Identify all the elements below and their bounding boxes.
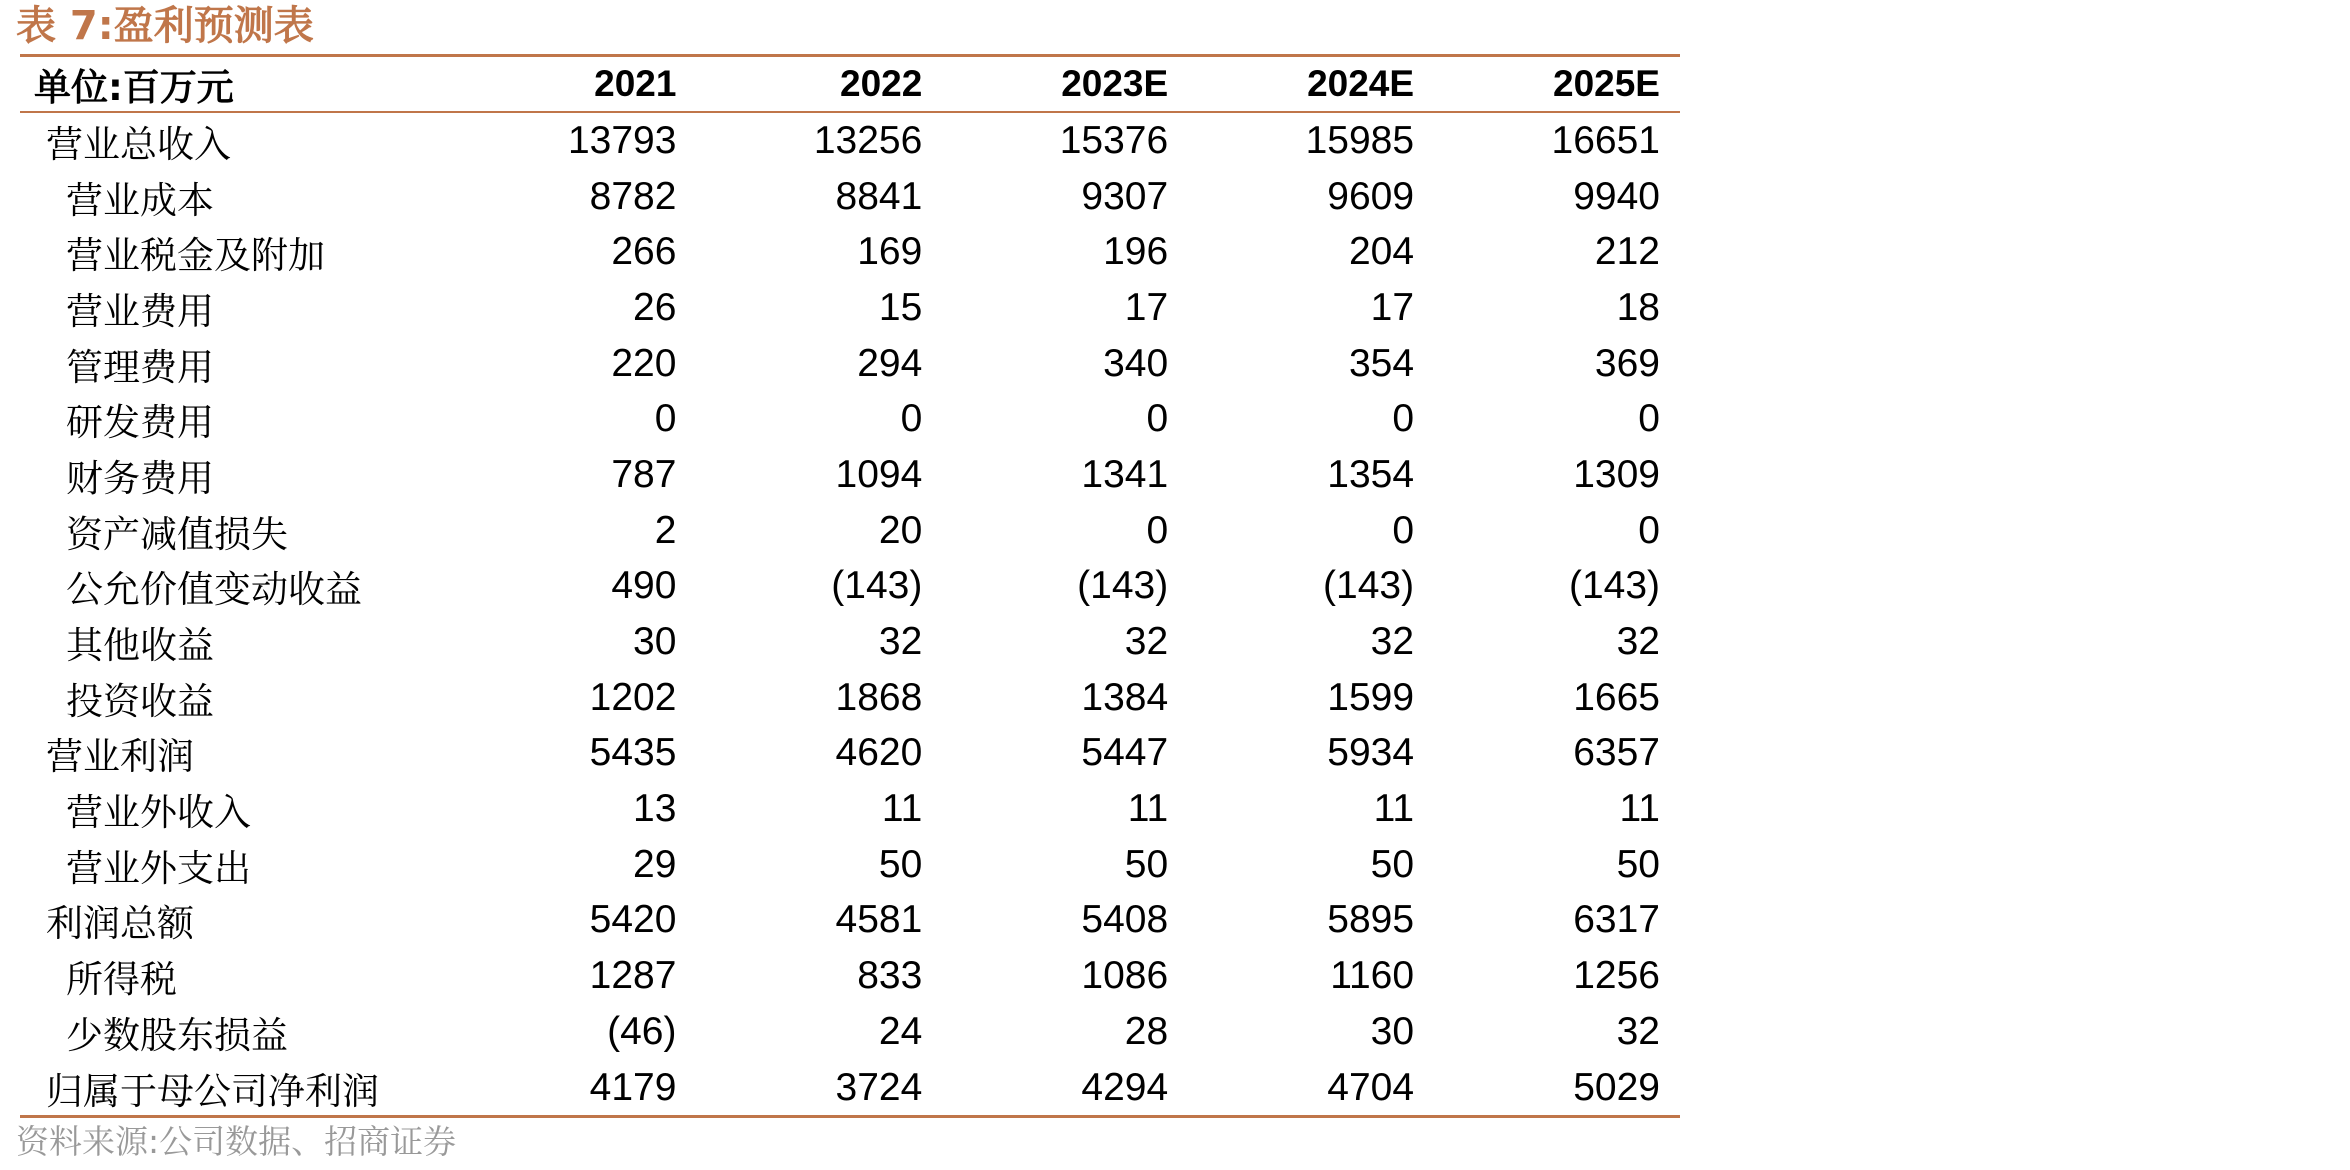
value-cell: 4620 bbox=[835, 731, 923, 775]
value-cell: 0 bbox=[654, 397, 677, 441]
value-cell: 1384 bbox=[1081, 675, 1169, 719]
value-cell: 6357 bbox=[1573, 731, 1660, 775]
value-cell: 1202 bbox=[589, 675, 677, 719]
value-cell: 4294 bbox=[1081, 1065, 1169, 1109]
value-cell: (143) bbox=[1568, 564, 1660, 608]
value-cell: 204 bbox=[1348, 230, 1415, 274]
table-row bbox=[20, 112, 1680, 169]
value-cell: 6317 bbox=[1573, 898, 1660, 942]
value-cell: 26 bbox=[633, 285, 677, 329]
value-cell: 8841 bbox=[835, 174, 923, 218]
value-cell: 266 bbox=[611, 230, 677, 274]
value-cell: 1309 bbox=[1573, 452, 1660, 496]
value-cell: 17 bbox=[1124, 285, 1169, 329]
table-row bbox=[20, 670, 1680, 726]
value-cell: 13 bbox=[633, 787, 677, 831]
table-row bbox=[20, 948, 1680, 1004]
value-cell: 340 bbox=[1103, 341, 1169, 385]
row-label: 营业成本 bbox=[66, 178, 214, 222]
table-row bbox=[20, 1004, 1680, 1060]
value-cell: 32 bbox=[1370, 620, 1415, 664]
table-row bbox=[20, 224, 1680, 280]
value-cell: 5029 bbox=[1573, 1065, 1660, 1109]
value-cell: 1094 bbox=[835, 452, 923, 496]
value-cell: 8782 bbox=[589, 174, 677, 218]
year-header: 2024E bbox=[1188, 57, 1434, 112]
value-cell: 30 bbox=[633, 620, 677, 664]
value-cell: 1341 bbox=[1081, 452, 1169, 496]
table-row bbox=[20, 559, 1680, 615]
value-cell: 1868 bbox=[835, 675, 923, 719]
row-label: 所得税 bbox=[66, 958, 177, 1002]
value-cell: 15376 bbox=[1059, 118, 1169, 162]
value-cell: (143) bbox=[1077, 564, 1169, 608]
row-label: 营业外收入 bbox=[66, 791, 251, 835]
table-row bbox=[20, 391, 1680, 447]
table-row bbox=[20, 336, 1680, 392]
value-cell: 9307 bbox=[1081, 174, 1169, 218]
value-cell: 196 bbox=[1103, 230, 1169, 274]
value-cell: 1599 bbox=[1327, 675, 1415, 719]
table-row bbox=[20, 781, 1680, 837]
row-label: 营业费用 bbox=[66, 289, 214, 333]
row-label: 利润总额 bbox=[46, 902, 194, 946]
value-cell: 294 bbox=[857, 341, 923, 385]
value-cell: 0 bbox=[1146, 508, 1169, 552]
value-cell: 28 bbox=[1124, 1009, 1169, 1053]
value-cell: (143) bbox=[1323, 564, 1415, 608]
value-cell: 17 bbox=[1370, 285, 1415, 329]
table-row bbox=[20, 503, 1680, 559]
row-label: 公允价值变动收益 bbox=[66, 568, 362, 612]
value-cell: 4179 bbox=[589, 1065, 677, 1109]
value-cell: 0 bbox=[1638, 397, 1660, 441]
year-header: 2025E bbox=[1434, 57, 1680, 112]
value-cell: 16651 bbox=[1551, 118, 1660, 162]
row-label: 少数股东损益 bbox=[66, 1013, 288, 1057]
value-cell: 5447 bbox=[1081, 731, 1169, 775]
table-body bbox=[20, 112, 1680, 1115]
value-cell: 220 bbox=[611, 341, 677, 385]
value-cell: 1256 bbox=[1573, 954, 1660, 998]
value-cell: 2 bbox=[654, 508, 677, 552]
row-label: 营业外支出 bbox=[66, 846, 251, 890]
value-cell: 5895 bbox=[1327, 898, 1415, 942]
value-cell: 0 bbox=[1638, 508, 1660, 552]
value-cell: 32 bbox=[1124, 620, 1169, 664]
value-cell: 5420 bbox=[589, 898, 677, 942]
value-cell: 13256 bbox=[813, 118, 923, 162]
value-cell: 32 bbox=[1616, 1009, 1660, 1053]
value-cell: 787 bbox=[611, 452, 677, 496]
table-title: 表 7:盈利预测表 bbox=[16, 3, 314, 49]
row-label: 营业总收入 bbox=[46, 122, 231, 166]
value-cell: 9940 bbox=[1573, 174, 1660, 218]
table-row bbox=[20, 614, 1680, 670]
value-cell: 20 bbox=[878, 508, 923, 552]
value-cell: 5934 bbox=[1327, 731, 1415, 775]
row-label: 营业税金及附加 bbox=[66, 234, 325, 278]
unit-label: 单位:百万元 bbox=[20, 57, 451, 112]
year-header: 2023E bbox=[942, 57, 1188, 112]
row-label: 研发费用 bbox=[66, 401, 214, 445]
value-cell: 1160 bbox=[1330, 954, 1415, 998]
row-label: 其他收益 bbox=[66, 624, 214, 668]
value-cell: 0 bbox=[1392, 397, 1415, 441]
table-row bbox=[20, 1060, 1680, 1116]
value-cell: 13793 bbox=[567, 118, 677, 162]
value-cell: 4704 bbox=[1327, 1065, 1415, 1109]
year-header: 2022 bbox=[696, 57, 942, 112]
table-row bbox=[20, 447, 1680, 503]
row-label: 投资收益 bbox=[66, 679, 214, 723]
table-row bbox=[20, 726, 1680, 782]
value-cell: 3724 bbox=[835, 1065, 923, 1109]
value-cell: 32 bbox=[878, 620, 923, 664]
value-cell: 11 bbox=[1373, 787, 1415, 831]
forecast-table-container bbox=[16, 0, 1680, 1166]
value-cell: 212 bbox=[1594, 230, 1660, 274]
row-label: 资产减值损失 bbox=[66, 512, 288, 556]
table-row bbox=[20, 893, 1680, 949]
value-cell: 11 bbox=[1619, 787, 1660, 831]
value-cell: 50 bbox=[878, 842, 923, 886]
value-cell: 490 bbox=[611, 564, 677, 608]
value-cell: (143) bbox=[831, 564, 923, 608]
row-label: 归属于母公司净利润 bbox=[46, 1069, 379, 1113]
table-row bbox=[20, 280, 1680, 336]
value-cell: 29 bbox=[633, 842, 677, 886]
value-cell: 50 bbox=[1124, 842, 1169, 886]
table-row bbox=[20, 169, 1680, 225]
value-cell: 1086 bbox=[1081, 954, 1169, 998]
source-note: 资料来源:公司数据、招商证券 bbox=[16, 1122, 457, 1162]
value-cell: 5408 bbox=[1081, 898, 1169, 942]
value-cell: 0 bbox=[1392, 508, 1415, 552]
value-cell: 50 bbox=[1616, 842, 1660, 886]
value-cell: 18 bbox=[1616, 285, 1660, 329]
value-cell: 24 bbox=[878, 1009, 923, 1053]
row-label: 财务费用 bbox=[66, 456, 214, 500]
value-cell: 0 bbox=[1146, 397, 1169, 441]
value-cell: 50 bbox=[1370, 842, 1415, 886]
value-cell: 9609 bbox=[1327, 174, 1415, 218]
value-cell: 11 bbox=[881, 787, 923, 831]
row-label: 营业利润 bbox=[46, 735, 194, 779]
value-cell: 833 bbox=[857, 954, 923, 998]
value-cell: 4581 bbox=[835, 898, 923, 942]
value-cell: 15 bbox=[878, 285, 923, 329]
value-cell: 32 bbox=[1616, 620, 1660, 664]
value-cell: 354 bbox=[1348, 341, 1415, 385]
value-cell: 11 bbox=[1127, 787, 1169, 831]
year-header: 2021 bbox=[451, 57, 697, 112]
header-row bbox=[20, 57, 1680, 112]
value-cell: 1287 bbox=[589, 954, 677, 998]
value-cell: 0 bbox=[900, 397, 923, 441]
value-cell: 1665 bbox=[1573, 675, 1660, 719]
value-cell: 1354 bbox=[1327, 452, 1415, 496]
profit-forecast-table bbox=[20, 57, 1680, 1115]
value-cell: 30 bbox=[1370, 1009, 1415, 1053]
row-label: 管理费用 bbox=[66, 345, 214, 389]
value-cell: (46) bbox=[607, 1009, 677, 1053]
table-row bbox=[20, 837, 1680, 893]
value-cell: 169 bbox=[857, 230, 923, 274]
value-cell: 369 bbox=[1594, 341, 1660, 385]
value-cell: 5435 bbox=[589, 731, 677, 775]
value-cell: 15985 bbox=[1305, 118, 1415, 162]
